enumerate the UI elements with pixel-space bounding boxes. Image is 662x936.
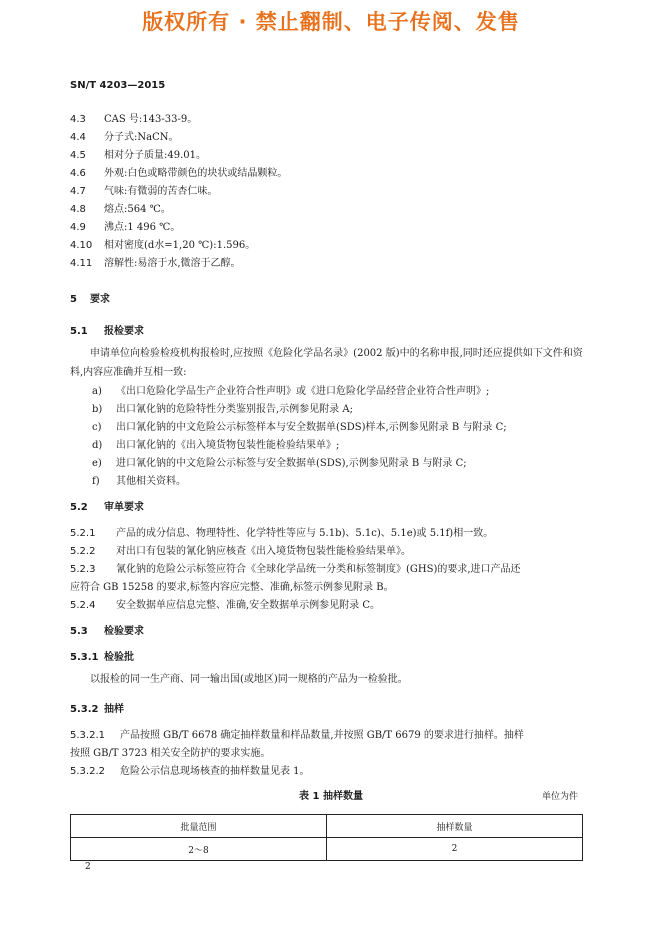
clause-text: 对出口有包装的氰化钠应核查《出入境货物包装性能检验结果单》。 (116, 546, 411, 557)
list-item-label: a) (92, 386, 102, 397)
clause-number: 5.3.2.1 (70, 730, 105, 741)
list-item (92, 382, 489, 397)
clause-text: 外观:白色或略带颜色的块状或结晶颗粒。 (104, 168, 288, 179)
property-line (70, 254, 241, 269)
section-number: 5 (70, 294, 77, 305)
list-item-text: 进口氰化钠的中文危险公示标签与安全数据单(SDS),示例参见附录 B 与附录 C; (116, 458, 467, 469)
clause-line (70, 762, 310, 777)
section-heading (70, 622, 144, 637)
section-heading (70, 498, 144, 513)
clause-number: 4.4 (70, 132, 86, 143)
section-title: 报检要求 (104, 326, 144, 337)
section-number: 5.1 (70, 326, 88, 337)
section-title: 要求 (90, 294, 110, 305)
table-header-row (71, 815, 583, 838)
clause-text: 相对分子质量:49.01。 (104, 150, 206, 161)
sampling-table (70, 814, 583, 861)
clause-number: 5.2.3 (70, 564, 96, 575)
table-unit: 单位为件 (542, 792, 579, 802)
list-item-text: 出口氰化钠的《出入境货物包装性能检验结果单》; (116, 440, 340, 451)
table-header-cell: 批量范围 (71, 815, 327, 838)
clause-number: 4.6 (70, 168, 86, 179)
property-line (70, 146, 206, 161)
list-item (92, 418, 507, 433)
section-number: 5.3.1 (70, 652, 99, 663)
clause-text: 相对密度(d水=1,20 ℃):1.596。 (104, 240, 256, 251)
section-heading (70, 648, 134, 663)
list-item-label: c) (92, 422, 102, 433)
clause-text: 危险公示信息现场核查的抽样数量见表 1。 (120, 766, 310, 777)
section-title: 审单要求 (104, 502, 144, 513)
clause-number: 5.3.2.2 (70, 766, 105, 777)
clause-text: 熔点:564 ℃。 (104, 204, 171, 215)
list-item-label: d) (92, 440, 103, 451)
list-item-label: b) (92, 404, 103, 415)
clause-number: 4.5 (70, 150, 86, 161)
clause-continuation: 按照 GB/T 3723 相关安全防护的要求实施。 (70, 748, 271, 759)
list-item-label: f) (92, 476, 100, 487)
property-line (70, 200, 171, 215)
list-item-text: 出口氰化钠的中文危险公示标签样本与安全数据单(SDS)样本,示例参见附录 B 与附录 C; (116, 422, 507, 433)
clause-line (70, 596, 380, 611)
paragraph: 以报检的同一生产商、同一输出国(或地区)同一规格的产品为一检验批。 (90, 674, 408, 685)
table-header-cell: 抽样数量 (327, 815, 583, 838)
property-line (70, 182, 217, 197)
section-heading (70, 700, 124, 715)
section-title: 抽样 (104, 704, 124, 715)
clause-number: 4.10 (70, 240, 93, 251)
clause-text: 气味:有微弱的苦杏仁味。 (104, 186, 218, 197)
clause-number: 5.2.4 (70, 600, 96, 611)
clause-number: 5.2.2 (70, 546, 96, 557)
clause-text: 安全数据单应信息完整、准确,安全数据单示例参见附录 C。 (116, 600, 381, 611)
property-line (70, 110, 197, 125)
section-heading (70, 290, 110, 305)
property-line (70, 128, 178, 143)
list-item-label: e) (92, 458, 102, 469)
list-item (92, 436, 339, 451)
section-number: 5.3.2 (70, 704, 99, 715)
clause-text: 氰化钠的危险公示标签应符合《全球化学品统一分类和标签制度》(GHS)的要求,进口产品还 (116, 564, 521, 575)
list-item (92, 472, 186, 487)
list-item (92, 454, 467, 469)
copyright-banner: 版权所有 · 禁止翻制、电子传阅、发售 (142, 10, 520, 34)
table-row (71, 838, 583, 861)
list-item-text: 出口氰化钠的危险特性分类鉴别报告,示例参见附录 A; (116, 404, 353, 415)
clause-number: 4.7 (70, 186, 86, 197)
clause-number: 5.2.1 (70, 528, 96, 539)
list-item-text: 《出口危险化学品生产企业符合性声明》或《进口危险化学品经营企业符合性声明》; (116, 386, 490, 397)
clause-line (70, 524, 493, 539)
clause-text: 溶解性:易溶于水,微溶于乙醇。 (104, 258, 241, 269)
clause-continuation: 应符合 GB 15258 的要求,标签内容应完整、准确,标签示例参见附录 B。 (70, 582, 394, 593)
list-item (92, 400, 353, 415)
page-number: 2 (85, 862, 91, 872)
clause-line (70, 542, 411, 557)
clause-number: 4.9 (70, 222, 86, 233)
section-title: 检验要求 (104, 626, 144, 637)
table-cell: 2～8 (71, 838, 327, 861)
clause-line (70, 560, 521, 575)
standard-number: SN/T 4203—2015 (70, 80, 166, 91)
property-line (70, 236, 255, 251)
section-title: 检验批 (104, 652, 134, 663)
section-heading (70, 322, 144, 337)
property-line (70, 164, 287, 179)
paragraph: 申请单位向检验检疫机构报检时,应按照《危险化学品名录》(2002 版)中的名称申报,同时还应提供如下文件和资料,内容应准确并互相一致: (70, 348, 583, 378)
clause-number: 4.11 (70, 258, 93, 269)
table-caption: 表 1 抽样数量 (299, 791, 363, 802)
section-number: 5.2 (70, 502, 88, 513)
clause-text: 沸点:1 496 ℃。 (104, 222, 181, 233)
clause-text: CAS 号:143-33-9。 (104, 114, 198, 125)
property-line (70, 218, 180, 233)
clause-text: 分子式:NaCN。 (104, 132, 179, 143)
list-item-text: 其他相关资料。 (116, 476, 186, 487)
clause-number: 4.8 (70, 204, 86, 215)
clause-text: 产品的成分信息、物理特性、化学特性等应与 5.1b)、5.1c)、5.1e)或 5.1f)相一致。 (116, 528, 494, 539)
clause-line (70, 726, 524, 741)
table-cell: 2 (327, 838, 583, 861)
clause-text: 产品按照 GB/T 6678 确定抽样数量和样品数量,并按照 GB/T 6679 的要求进行抽样。抽样 (120, 730, 524, 741)
section-number: 5.3 (70, 626, 88, 637)
clause-number: 4.3 (70, 114, 86, 125)
